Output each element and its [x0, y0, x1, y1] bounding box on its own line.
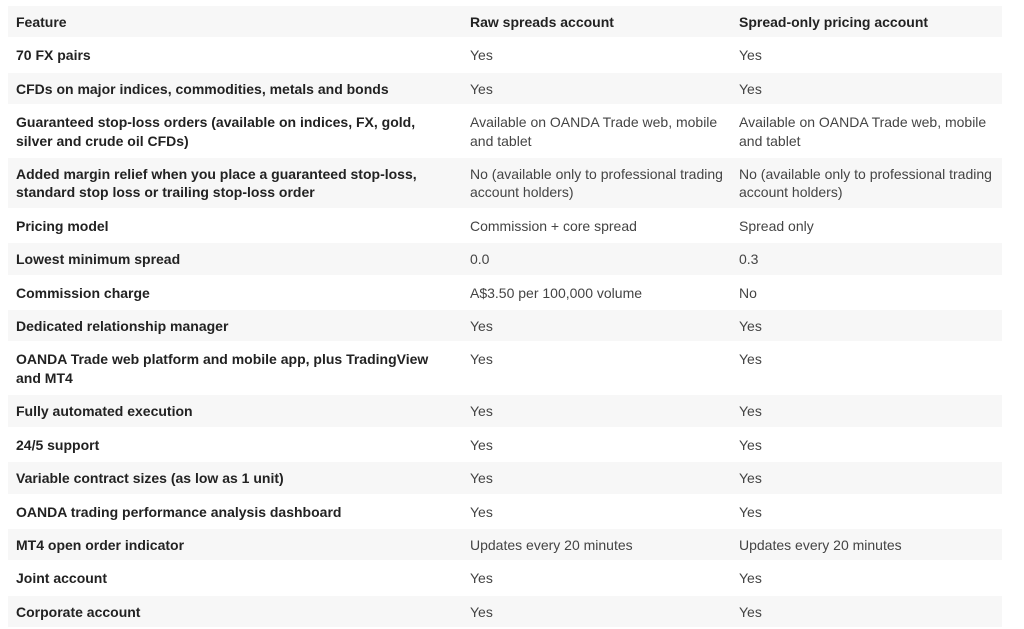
raw-spreads-cell: Yes [462, 562, 731, 595]
raw-spreads-cell: Yes [462, 343, 731, 395]
spread-only-cell: Updates every 20 minutes [731, 529, 1002, 562]
spread-only-cell: Yes [731, 73, 1002, 106]
spread-only-cell: Available on OANDA Trade web, mobile and tablet [731, 106, 1002, 158]
feature-cell: Added margin relief when you place a guaranteed stop-loss, standard stop loss or trailing stop-loss order [8, 158, 462, 210]
table-row [8, 462, 1002, 495]
spread-only-cell: Yes [731, 462, 1002, 495]
table-row [8, 310, 1002, 343]
spread-only-cell: Yes [731, 562, 1002, 595]
account-comparison-table [8, 6, 1002, 629]
feature-cell: OANDA trading performance analysis dashboard [8, 496, 462, 529]
table-row [8, 39, 1002, 72]
spread-only-cell: 0.3 [731, 243, 1002, 276]
raw-spreads-cell: Yes [462, 73, 731, 106]
raw-spreads-cell: Yes [462, 429, 731, 462]
feature-cell: Joint account [8, 562, 462, 595]
raw-spreads-cell: 0.0 [462, 243, 731, 276]
feature-cell: Commission charge [8, 277, 462, 310]
feature-cell: Pricing model [8, 210, 462, 243]
spread-only-cell: Yes [731, 310, 1002, 343]
header-spread-only-pricing-account: Spread-only pricing account [731, 6, 1002, 39]
spread-only-cell: Yes [731, 343, 1002, 395]
feature-cell: 24/5 support [8, 429, 462, 462]
table-row [8, 562, 1002, 595]
raw-spreads-cell: Available on OANDA Trade web, mobile and tablet [462, 106, 731, 158]
table-row [8, 210, 1002, 243]
raw-spreads-cell: Yes [462, 596, 731, 629]
feature-cell: OANDA Trade web platform and mobile app, plus TradingView and MT4 [8, 343, 462, 395]
feature-cell: CFDs on major indices, commodities, metals and bonds [8, 73, 462, 106]
feature-cell: 70 FX pairs [8, 39, 462, 72]
raw-spreads-cell: Yes [462, 395, 731, 428]
table-row [8, 596, 1002, 629]
raw-spreads-cell: Yes [462, 310, 731, 343]
raw-spreads-cell: Yes [462, 39, 731, 72]
table-row [8, 277, 1002, 310]
spread-only-cell: No [731, 277, 1002, 310]
table-row [8, 106, 1002, 158]
feature-cell: Lowest minimum spread [8, 243, 462, 276]
spread-only-cell: Yes [731, 39, 1002, 72]
spread-only-cell: Spread only [731, 210, 1002, 243]
table-row [8, 158, 1002, 210]
header-feature: Feature [8, 6, 462, 39]
spread-only-cell: Yes [731, 596, 1002, 629]
feature-cell: Corporate account [8, 596, 462, 629]
comparison-table-container [8, 6, 1002, 629]
feature-cell: Dedicated relationship manager [8, 310, 462, 343]
header-raw-spreads-account: Raw spreads account [462, 6, 731, 39]
raw-spreads-cell: Yes [462, 496, 731, 529]
spread-only-cell: Yes [731, 429, 1002, 462]
raw-spreads-cell: Commission + core spread [462, 210, 731, 243]
table-row [8, 429, 1002, 462]
spread-only-cell: Yes [731, 496, 1002, 529]
feature-cell: Guaranteed stop-loss orders (available on indices, FX, gold, silver and crude oil CFDs) [8, 106, 462, 158]
table-row [8, 243, 1002, 276]
table-row [8, 343, 1002, 395]
raw-spreads-cell: Updates every 20 minutes [462, 529, 731, 562]
feature-cell: Variable contract sizes (as low as 1 unit) [8, 462, 462, 495]
spread-only-cell: Yes [731, 395, 1002, 428]
raw-spreads-cell: A$3.50 per 100,000 volume [462, 277, 731, 310]
table-row [8, 496, 1002, 529]
feature-cell: Fully automated execution [8, 395, 462, 428]
table-header-row [8, 6, 1002, 39]
feature-cell: MT4 open order indicator [8, 529, 462, 562]
spread-only-cell: No (available only to professional trading account holders) [731, 158, 1002, 210]
table-row [8, 529, 1002, 562]
table-row [8, 73, 1002, 106]
table-row [8, 395, 1002, 428]
raw-spreads-cell: Yes [462, 462, 731, 495]
raw-spreads-cell: No (available only to professional trading account holders) [462, 158, 731, 210]
